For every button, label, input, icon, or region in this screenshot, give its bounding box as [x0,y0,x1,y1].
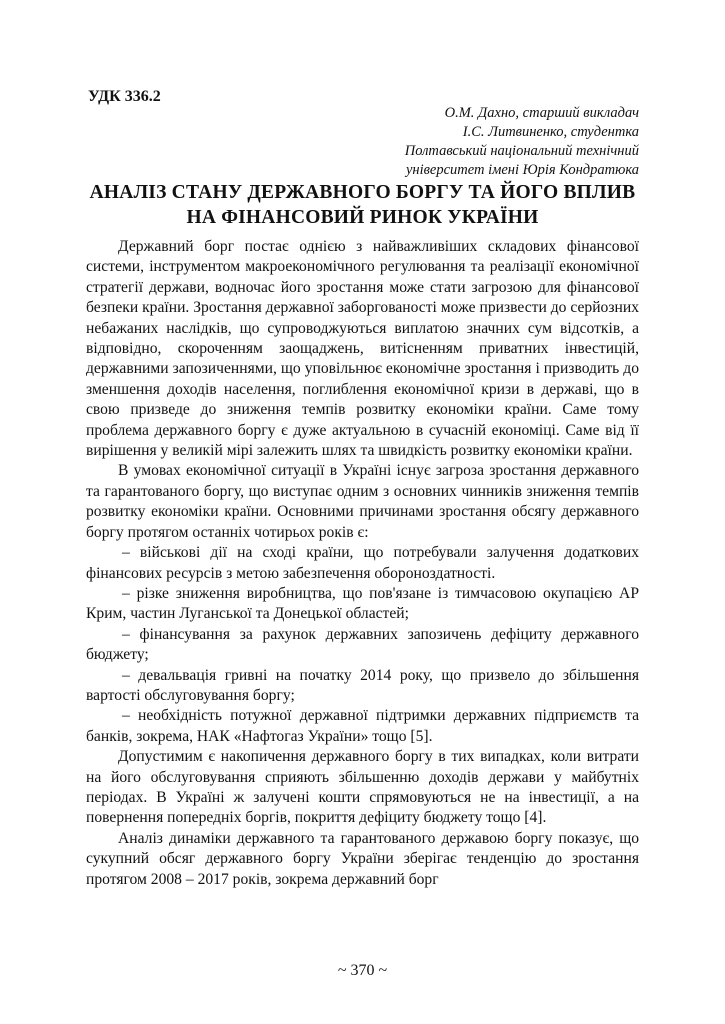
author-line: О.М. Дахно, старший викладач [444,105,639,121]
article-title [86,180,639,230]
body-paragraph: Аналіз динаміки державного та гарантованого державою боргу показує, що сукупний обсяг державного боргу України зберігає тенденцію до зростання протягом 2008 – 2017 років, зокрема державний борг [86,829,639,888]
title-line: АНАЛІЗ СТАНУ ДЕРЖАВНОГО БОРГУ ТА ЙОГО ВПЛИВ [89,182,636,203]
author-block [405,104,639,180]
list-item: – девальвація гривні на початку 2014 року, що призвело до збільшення вартості обслуговування боргу; [86,666,639,704]
list-item: – необхідність потужної державної підтримки державних підприємств та банків, зокрема, НАК «Нафтогаз України» тощо [5]. [86,707,639,745]
list-item: – фінансування за рахунок державних запозичень дефіциту державного бюджету; [86,625,639,664]
page-number: ~ 370 ~ [337,962,388,979]
list-item: – різке зниження виробництва, що пов'язане із тимчасовою окупацією АР Крим, частин Луганської та Донецької областей; [86,584,639,623]
udk-code: УДК 336.2 [88,88,161,105]
article-body [86,237,639,890]
list-item: – військові дії на сході країни, що потребували залучення додаткових фінансових ресурсів з метою забезпечення обороноздатності. [86,544,639,582]
affiliation-line: Полтавський національний технічний [404,143,639,159]
title-line: НА ФІНАНСОВИЙ РИНОК УКРАЇНИ [186,207,539,228]
affiliation-line: університет імені Юрія Кондратюка [405,162,639,178]
body-paragraph: Державний борг постає однією з найважливіших складових фінансової системи, інструментом макроекономічного регулювання та реалізації економічної стратегії держави, водночас його зростання може стати загрозою для фінансової безпеки країни. Зростання державної заборгованості може призвести до серйозних небажаних наслідків, що супроводжуються виплатою значних сум відсотків, а відповідно, скороченням заощаджень, витісненням приватних інвестицій, державними запозиченнями, що уповільнює економічне зростання і призводить до зменшення доходів населення, поглиблення економічної кризи в державі, що в свою призведе до зниження темпів розвитку економіки країни. Саме тому проблема державного боргу є дуже актуальною в сучасній економіці. Саме від її вирішення у великій мірі залежить шлях та швидкість розвитку економіки країни. [86,238,639,460]
body-paragraph: Допустимим є накопичення державного боргу в тих випадках, коли витрати на його обслуговування сприяють збільшенню доходів держави у майбутніх періодах. В Україні ж залучені кошти спрямовуються не на інвестиції, а на повернення попередніх боргів, покриття дефіциту бюджету тощо [4]. [86,748,639,827]
body-paragraph: В умовах економічної ситуації в Україні існує загроза зростання державного та гарантованого боргу, що виступає одним з основних чинників зниження темпів розвитку економіки країни. Основними причинами зростання обсягу державного боргу протягом останніх чотирьох років є: [86,462,639,541]
author-line: І.С. Литвиненко, студентка [462,124,639,140]
